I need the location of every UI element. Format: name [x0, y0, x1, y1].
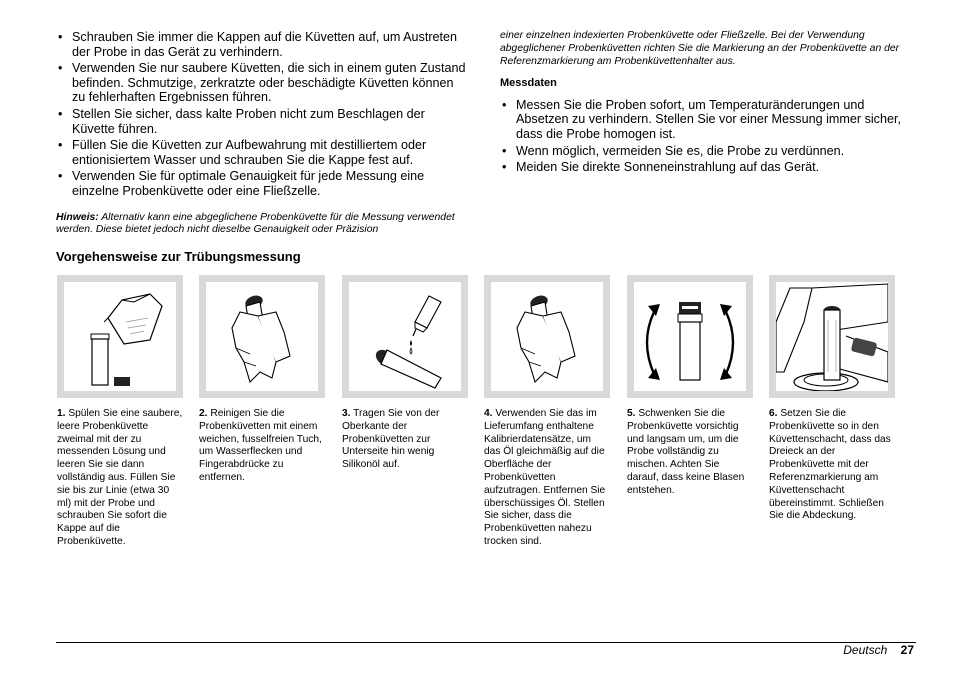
step-number: 6. — [769, 408, 778, 419]
step-number: 1. — [57, 408, 66, 419]
step-5-figure — [627, 275, 753, 398]
page-footer — [843, 643, 914, 657]
step-number: 5. — [627, 408, 636, 419]
step-3-figure — [342, 275, 468, 398]
step-2-figure — [199, 275, 325, 398]
left-column — [56, 30, 468, 201]
step-1-figure — [57, 275, 183, 398]
apply-oil-icon — [349, 282, 461, 391]
left-bullet-list — [56, 30, 468, 199]
wipe-cell-icon — [206, 282, 318, 391]
step-description: Reinigen Sie die Probenküvetten mit einem weichen, fusselfreien Tuch, um Wasserflecken und Fingerabdrücke zu entfernen. — [199, 408, 322, 483]
measure-heading: Messdaten — [500, 76, 557, 89]
step-4-figure — [484, 275, 610, 398]
right-column — [500, 30, 915, 177]
list-item: • Wenn möglich, vermeiden Sie es, die Probe zu verdünnen. — [500, 144, 915, 159]
list-item: • Stellen Sie sicher, dass kalte Proben nicht zum Beschlagen der Küvette führen. — [56, 107, 468, 136]
rinse-cell-icon — [64, 282, 176, 391]
step-4-text — [484, 408, 610, 549]
note — [56, 212, 468, 237]
spread-oil-icon — [491, 282, 603, 391]
step-description: Setzen Sie die Probenküvette so in den Küvettenschacht, dass das Dreieck an der Probenküvette mit der Referenzmarkierung am Küvettenschacht übereinstimmt. Schließen Sie die Abdeckung. — [769, 408, 891, 522]
note-label: Hinweis: — [56, 212, 99, 223]
list-item: • Meiden Sie direkte Sonneneinstrahlung auf das Gerät. — [500, 160, 915, 175]
step-description: Tragen Sie von der Oberkante der Probenküvetten zur Unterseite hin wenig Silikonöl auf. — [342, 408, 440, 471]
insert-cell-icon — [776, 282, 888, 391]
step-description: Schwenken Sie die Probenküvette vorsichtig und langsam um, um die Probe vollständig zu mischen. Achten Sie darauf, dass keine Blasen entstehen. — [627, 408, 745, 496]
list-item: • Verwenden Sie für optimale Genauigkeit für jede Messung eine einzelne Probenküvette oder eine Fließzelle. — [56, 169, 468, 198]
step-number: 4. — [484, 408, 493, 419]
list-item: • Verwenden Sie nur saubere Küvetten, die sich in einem guten Zustand befinden. Schmutzige, zerkratzte oder beschädigte Küvetten können zu fehlerhaften Ergebnissen führen. — [56, 61, 468, 105]
step-6-figure — [769, 275, 895, 398]
note-text: Alternativ kann eine abgeglichene Probenküvette für die Messung verwendet werden. Diese bietet jedoch nicht dieselbe Genauigkeit oder Präzision — [56, 212, 455, 236]
page-number: 27 — [900, 643, 914, 657]
list-item: • Messen Sie die Proben sofort, um Temperaturänderungen und Absetzen zu verhindern. Stellen Sie vor einer Messung immer sicher, dass die Probe homogen ist. — [500, 98, 915, 142]
step-2-text — [199, 408, 325, 485]
step-number: 3. — [342, 408, 351, 419]
step-description: Verwenden Sie das im Lieferumfang enthaltene Kalibrierdatensätze, um das Öl gleichmäßig auf die Oberfläche der Probenküvetten aufzutragen. Entfernen Sie überschüssiges Öl. Stellen Sie sicher, dass die Probenküvetten nahezu trocken sind. — [484, 408, 606, 547]
section-title: Vorgehensweise zur Trübungsmessung — [56, 249, 301, 264]
note-continued: einer einzelnen indexierten Probenküvette oder Fließzelle. Bei der Verwendung abgeglichener Probenküvetten richten Sie die Markierung an der Probenküvette an der Referenzmarkierung am Probenküvettenhalter aus. — [500, 30, 900, 67]
footer-divider — [56, 642, 916, 643]
invert-cell-icon — [634, 282, 746, 391]
step-number: 2. — [199, 408, 208, 419]
step-6-text — [769, 408, 895, 523]
step-5-text — [627, 408, 753, 498]
list-item: • Schrauben Sie immer die Kappen auf die Küvetten auf, um Austreten der Probe in das Gerät zu verhindern. — [56, 30, 468, 59]
footer-language: Deutsch — [843, 643, 888, 657]
right-bullet-list — [500, 98, 915, 175]
step-1-text — [57, 408, 183, 549]
step-description: Spülen Sie eine saubere, leere Probenküvette zweimal mit der zu messenden Lösung und leeren Sie sie dann vollständig aus. Füllen Sie sie bis zur Linie (etwa 30 ml) mit der Probe und schrauben Sie sofort die Kappe auf die Probenküvette. — [57, 408, 183, 547]
step-3-text — [342, 408, 468, 472]
list-item: • Füllen Sie die Küvetten zur Aufbewahrung mit destilliertem oder entionisiertem Wasser und schrauben Sie die Kappe fest auf. — [56, 138, 468, 167]
